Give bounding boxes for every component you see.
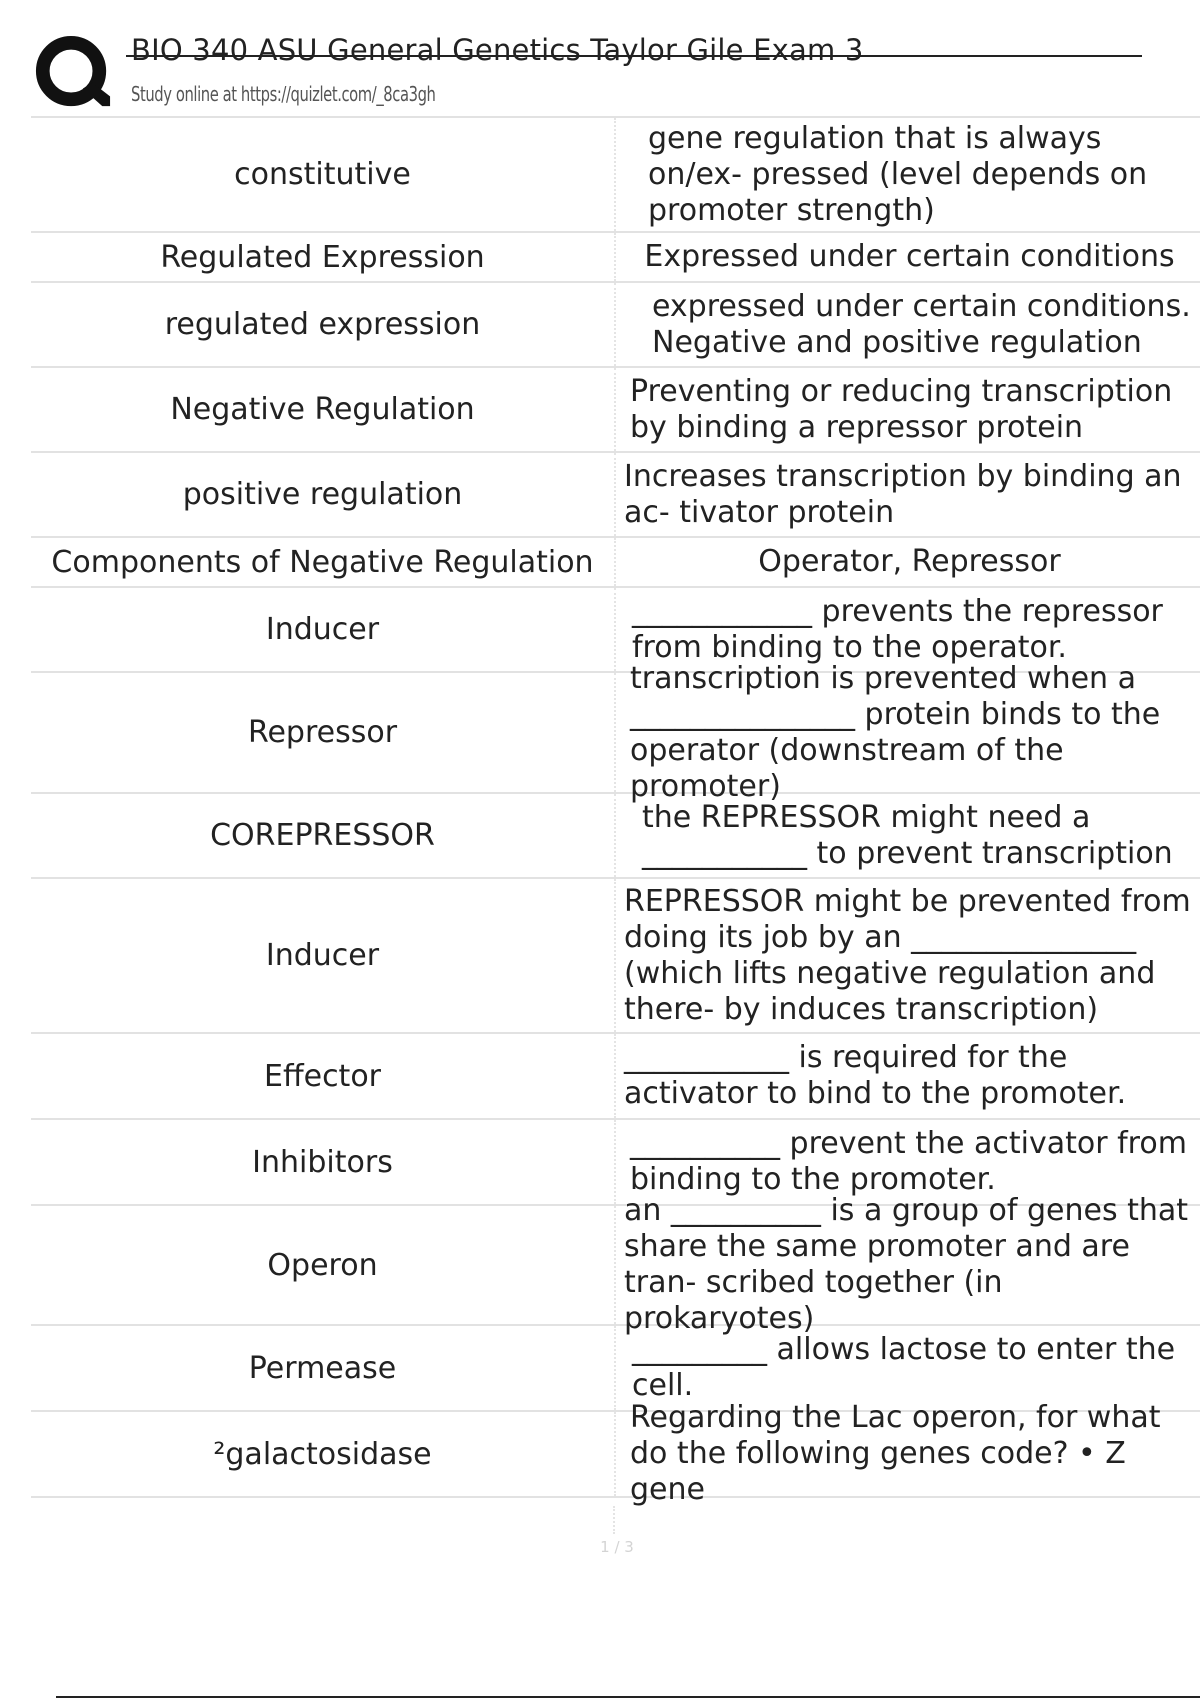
footer-rule: [56, 1696, 1200, 1698]
quizlet-logo-icon: [34, 34, 112, 112]
definition-text: transcription is prevented when a _______________ protein binds to the operator (downstream of the promoter): [630, 660, 1161, 804]
definition-cell: [614, 1326, 1200, 1410]
definition-text: Regarding the Lac operon, for what do the following genes code? • Z gene: [630, 1400, 1161, 1507]
table-row: [31, 660, 1200, 804]
definition-cell: [614, 1034, 1200, 1118]
table-row: [31, 879, 1200, 1034]
definition-cell: [614, 118, 1200, 231]
term-cell: Regulated Expression: [160, 239, 485, 275]
definition-cell: [614, 283, 1200, 366]
definition-text: Expressed under certain conditions: [644, 239, 1175, 274]
table-row: [31, 538, 1200, 588]
term-cell: constitutive: [234, 157, 411, 192]
definition-text: REPRESSOR might be prevented from doing its job by an _______________ (which lifts negative regulation and there- by induces transcription): [624, 883, 1191, 1027]
definition-text: ____________ prevents the repressor from binding to the operator.: [632, 593, 1163, 665]
definition-cell: [614, 1193, 1200, 1336]
table-row: [31, 118, 1200, 233]
term-cell: Operon: [267, 1247, 378, 1283]
definition-cell: [614, 1120, 1200, 1204]
definition-text: Operator, Repressor: [758, 544, 1061, 579]
table-row: [31, 368, 1200, 453]
table-row: [31, 794, 1200, 879]
definition-text: the REPRESSOR might need a ___________ to prevent transcription: [642, 799, 1173, 871]
definition-cell: [614, 453, 1200, 536]
definition-cell: [614, 794, 1200, 877]
term-cell: ²galactosidase: [213, 1436, 432, 1472]
definition-cell: [614, 368, 1200, 451]
term-cell: Permease: [248, 1350, 397, 1386]
definition-text: ___________ is required for the activator to bind to the promoter.: [624, 1040, 1127, 1111]
table-row: [31, 283, 1200, 368]
term-cell: Inducer: [265, 612, 380, 647]
definition-cell: [614, 588, 1200, 671]
flashcard-table: [31, 116, 1200, 1507]
column-divider-tail: [613, 1506, 615, 1534]
term-cell: regulated expression: [164, 307, 481, 342]
definition-cell: [614, 660, 1200, 804]
definition-text: Preventing or reducing transcription by binding a repressor protein: [630, 373, 1173, 445]
term-cell: Negative Regulation: [170, 392, 475, 427]
study-online-url: Study online at https://quizlet.com/_8ca3gh: [131, 82, 436, 106]
table-row: [31, 1193, 1200, 1336]
term-cell: Components of Negative Regulation: [51, 544, 594, 580]
definition-text: an __________ is a group of genes that share the same promoter and are tran- scribed together (in prokaryotes): [624, 1193, 1189, 1336]
term-cell: COREPRESSOR: [210, 818, 435, 853]
definition-cell: [614, 879, 1200, 1032]
page-number: 1 / 3: [600, 1538, 634, 1556]
document-title: BIO 340 ASU General Genetics Taylor Gile Exam 3: [131, 33, 864, 67]
definition-cell: [614, 1400, 1200, 1507]
table-row: [31, 1400, 1200, 1507]
definition-text: Increases transcription by binding an ac- tivator protein: [624, 458, 1182, 530]
definition-cell: [614, 538, 1200, 586]
definition-text: gene regulation that is always on/ex- pressed (level depends on promoter strength): [648, 120, 1148, 228]
definition-text: _________ allows lactose to enter the cell.: [632, 1332, 1176, 1403]
table-row: [31, 453, 1200, 538]
term-cell: Inhibitors: [252, 1144, 393, 1180]
definition-cell: [614, 233, 1200, 281]
definition-text: expressed under certain conditions. Negative and positive regulation: [652, 288, 1191, 360]
term-cell: Effector: [263, 1058, 382, 1094]
term-cell: positive regulation: [182, 477, 463, 512]
table-row: [31, 233, 1200, 283]
term-cell: Inducer: [265, 938, 380, 973]
term-cell: Repressor: [247, 715, 398, 750]
definition-text: __________ prevent the activator from binding to the promoter.: [630, 1126, 1187, 1197]
table-row: [31, 1034, 1200, 1120]
